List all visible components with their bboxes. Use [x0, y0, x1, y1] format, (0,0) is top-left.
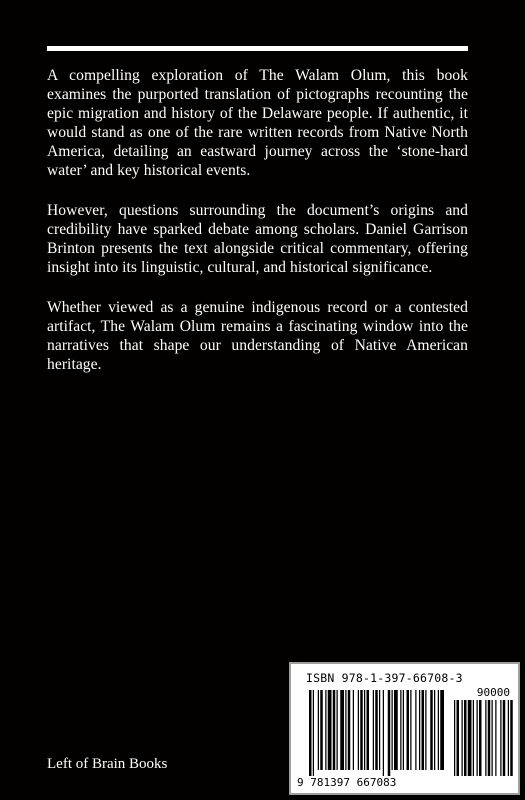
barcode-bars [291, 664, 518, 793]
ean-digits: 9 781397 667083 [297, 776, 397, 789]
barcode-bar [313, 690, 314, 776]
barcode-bar [373, 690, 374, 770]
barcode-addon-bar [510, 700, 513, 776]
barcode-bar [407, 690, 410, 770]
blurb-paragraph-1: A compelling exploration of The Walam Olum, this book examines the purported translation of pictographs recounting the epic migration and history of the Delaware people. If authentic, it would stand as one of the rare written records from Native North America, detailing an eastward journey across the ‘stone-hard water’ and key historical events. [47, 67, 468, 179]
barcode-bar [337, 690, 338, 770]
barcode-bar [400, 690, 401, 770]
barcode-bar [353, 690, 354, 770]
barcode-bar [419, 690, 420, 770]
barcode-bar [430, 690, 433, 770]
barcode-bar [367, 690, 370, 770]
publisher-name: Left of Brain Books [47, 756, 168, 772]
barcode-addon-bar [503, 700, 506, 776]
barcode-addon-bar [454, 700, 455, 776]
barcode-bar [320, 690, 323, 770]
barcode-bar [360, 690, 363, 770]
barcode-bar [358, 690, 359, 770]
top-rule [47, 46, 468, 51]
isbn-label: ISBN 978-1-397-66708-3 [306, 671, 463, 685]
barcode-addon-bar [479, 700, 482, 776]
barcode-addon-bar [468, 700, 472, 776]
barcode-addon-bar [488, 700, 491, 776]
barcode-bar [325, 690, 326, 770]
blurb-paragraph-3: Whether viewed as a genuine indigenous record or a contested artifact, The Walam Olum remains a fascinating window into the narratives that shape our understanding of Native American heritage. [47, 299, 468, 373]
barcode-bar [410, 690, 411, 770]
barcode-addon-bar [457, 700, 460, 776]
barcode-bar [379, 690, 380, 770]
barcode-addon-bar [485, 700, 486, 776]
barcode-bar [364, 690, 365, 770]
isbn-barcode-box [289, 662, 520, 795]
barcode-addon-bar [462, 700, 463, 776]
price-code: 90000 [476, 686, 510, 699]
barcode-bar [328, 690, 332, 770]
barcode-addon-bar [508, 700, 509, 776]
barcode-addon-bar [495, 700, 496, 776]
barcode-bar [425, 690, 426, 770]
barcode-bar [434, 690, 435, 770]
barcode-addon-bar [464, 700, 467, 776]
blurb-paragraph-2: However, questions surrounding the document’s origins and credibility have sparked debate among scholars. Daniel Garrison Brinton presents the text alongside critical commentary, offering insight into its linguistic, cultural, and historical significance. [47, 202, 468, 276]
barcode-bar [438, 690, 439, 770]
barcode-bar [309, 690, 312, 776]
barcode-addon-bar [500, 700, 501, 776]
barcode-bar [415, 690, 416, 770]
barcode-bar [392, 690, 393, 770]
barcode-addon-bar [492, 700, 493, 776]
barcode-bar [422, 690, 425, 770]
barcode-bar [440, 690, 444, 770]
barcode-bar [345, 690, 346, 770]
barcode-bar [318, 690, 319, 770]
barcode-bar [388, 690, 391, 776]
barcode-bar [348, 690, 351, 770]
barcode-addon-bar [473, 700, 474, 776]
barcode-bar [375, 690, 378, 770]
barcode-bar [333, 690, 336, 770]
barcode-bar [403, 690, 404, 770]
barcode-bar [394, 690, 398, 770]
barcode-bar [340, 690, 344, 770]
back-cover-blurb [47, 66, 468, 395]
barcode-addon-bar [477, 700, 478, 776]
barcode-bar [383, 690, 384, 776]
